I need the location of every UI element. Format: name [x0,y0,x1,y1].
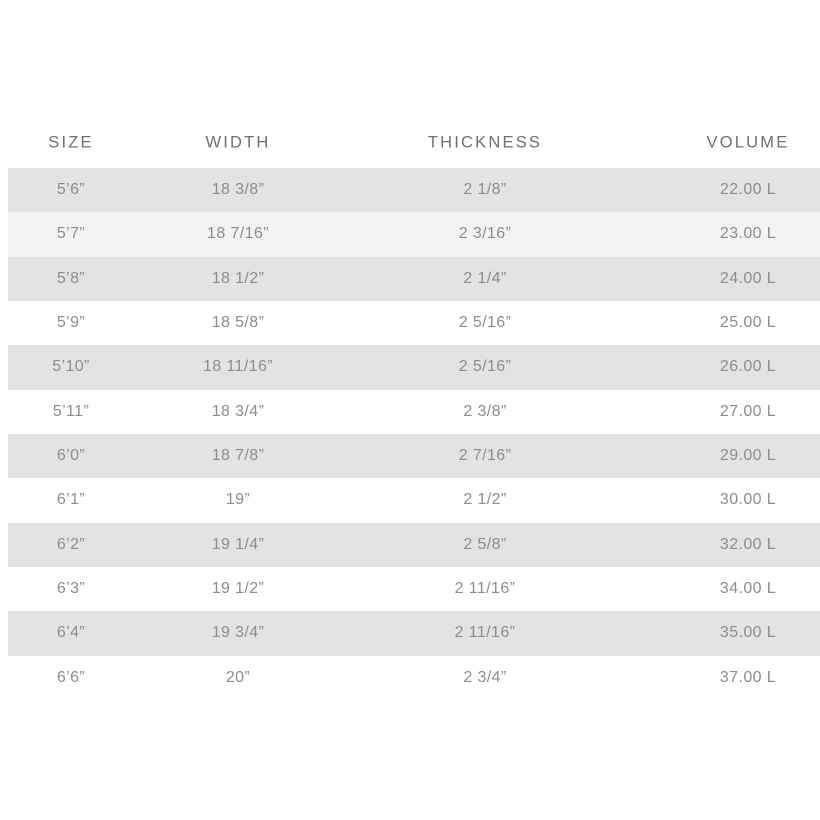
column-header-size: SIZE [48,133,94,152]
cell-volume: 32.00 L [719,535,777,553]
table-row [8,301,820,345]
cell-thickness: 2 1/8” [463,181,507,199]
cell-width: 19” [225,491,251,509]
cell-width: 20” [225,668,251,686]
cell-size: 6’6” [56,668,86,686]
cell-thickness: 2 3/8” [463,402,507,420]
cell-volume: 25.00 L [719,314,777,332]
cell-thickness: 2 3/4” [463,668,507,686]
table-row [8,478,820,522]
cell-size: 5’9” [56,314,86,332]
cell-volume: 27.00 L [719,402,777,420]
cell-size: 6’0” [56,447,86,465]
cell-thickness: 2 11/16” [454,580,516,598]
cell-volume: 37.00 L [719,668,777,686]
table-row [8,656,820,700]
cell-size: 5’8” [56,269,86,287]
cell-thickness: 2 5/8” [463,535,507,553]
cell-volume: 24.00 L [719,269,777,287]
cell-width: 19 3/4” [211,624,265,642]
column-header-thickness: THICKNESS [427,133,543,152]
cell-size: 5’7” [56,225,86,243]
table-row [8,611,820,655]
cell-thickness: 2 1/4” [463,269,507,287]
cell-width: 18 5/8” [211,314,265,332]
cell-volume: 23.00 L [719,225,777,243]
table-row [8,567,820,611]
table-row [8,434,820,478]
cell-volume: 26.00 L [719,358,777,376]
table-row [8,523,820,567]
cell-volume: 35.00 L [719,624,777,642]
cell-size: 6’2” [56,535,86,553]
cell-size: 5’11” [52,402,90,420]
cell-width: 19 1/4” [211,535,265,553]
cell-thickness: 2 3/16” [458,225,512,243]
cell-width: 19 1/2” [211,580,265,598]
column-header-width: WIDTH [205,133,271,152]
table-header [8,125,820,161]
cell-size: 6’4” [56,624,86,642]
cell-size: 5’6” [56,181,86,199]
cell-thickness: 2 11/16” [454,624,516,642]
cell-width: 18 1/2” [211,269,265,287]
cell-thickness: 2 7/16” [458,447,512,465]
cell-size: 6’1” [56,491,86,509]
cell-size: 5’10” [52,358,90,376]
table-row [8,257,820,301]
table-row [8,168,820,212]
cell-size: 6’3” [56,580,86,598]
cell-thickness: 2 5/16” [458,358,512,376]
table-row [8,390,820,434]
cell-width: 18 7/16” [207,225,269,243]
cell-width: 18 3/4” [211,402,265,420]
cell-volume: 34.00 L [719,580,777,598]
table-row [8,345,820,389]
cell-volume: 30.00 L [719,491,777,509]
cell-volume: 29.00 L [719,447,777,465]
cell-volume: 22.00 L [719,181,777,199]
cell-width: 18 7/8” [211,447,265,465]
cell-thickness: 2 1/2” [463,491,507,509]
column-header-volume: VOLUME [706,133,790,152]
cell-width: 18 11/16” [202,358,274,376]
cell-thickness: 2 5/16” [458,314,512,332]
size-chart-table [8,168,820,700]
table-row [8,212,820,256]
cell-width: 18 3/8” [211,181,265,199]
